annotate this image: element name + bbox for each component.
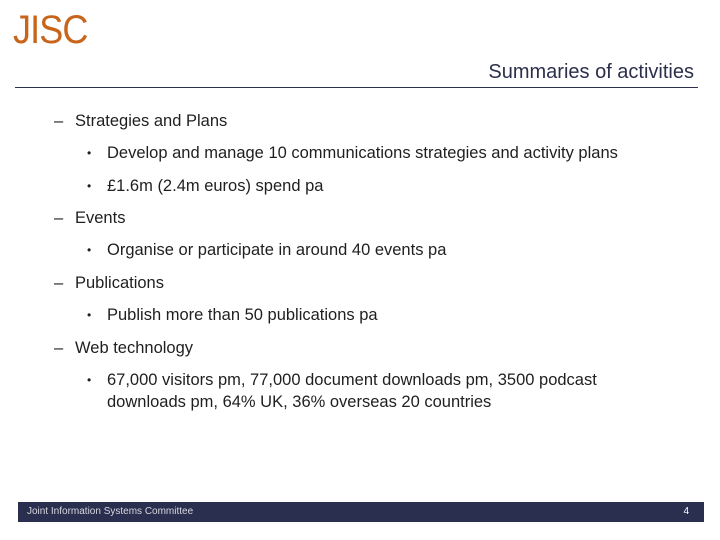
title-divider (15, 87, 698, 88)
dash-marker: – (54, 339, 64, 357)
section-heading-label: Events (75, 209, 126, 227)
bullet-text: Publish more than 50 publications pa (107, 306, 378, 324)
section-heading-label: Publications (75, 274, 164, 292)
bullet-text: 67,000 visitors pm, 77,000 document downloads pm, 3500 podcast downloads pm, 64% UK, 36% overseas 20 countries (107, 371, 597, 412)
dash-marker: – (54, 209, 64, 227)
section-heading-label: Web technology (75, 339, 194, 357)
bullet-marker: • (87, 146, 92, 160)
bullet-marker: • (87, 179, 92, 193)
footer-bar (18, 502, 704, 522)
section-heading-publications (54, 272, 164, 294)
section-heading-events (54, 207, 125, 229)
slide-title: Summaries of activities (488, 61, 694, 83)
bullet-item (87, 142, 677, 164)
bullet-text: Develop and manage 10 communications strategies and activity plans (107, 144, 618, 162)
footer-organisation: Joint Information Systems Committee (27, 506, 194, 517)
dash-marker: – (54, 112, 64, 130)
bullet-item (87, 239, 677, 261)
dash-marker: – (54, 274, 64, 292)
bullet-text: £1.6m (2.4m euros) spend pa (107, 177, 324, 195)
bullet-marker: • (87, 373, 92, 387)
bullet-item (87, 369, 677, 414)
page-number: 4 (683, 506, 689, 517)
bullet-text: Organise or participate in around 40 events pa (107, 241, 447, 259)
jisc-logo: JISC (13, 8, 88, 52)
section-heading-web-technology (54, 337, 193, 359)
section-heading-strategies (54, 110, 227, 132)
bullet-item (87, 304, 677, 326)
bullet-item (87, 175, 677, 197)
bullet-marker: • (87, 308, 92, 322)
section-heading-label: Strategies and Plans (75, 112, 228, 130)
bullet-marker: • (87, 243, 92, 257)
